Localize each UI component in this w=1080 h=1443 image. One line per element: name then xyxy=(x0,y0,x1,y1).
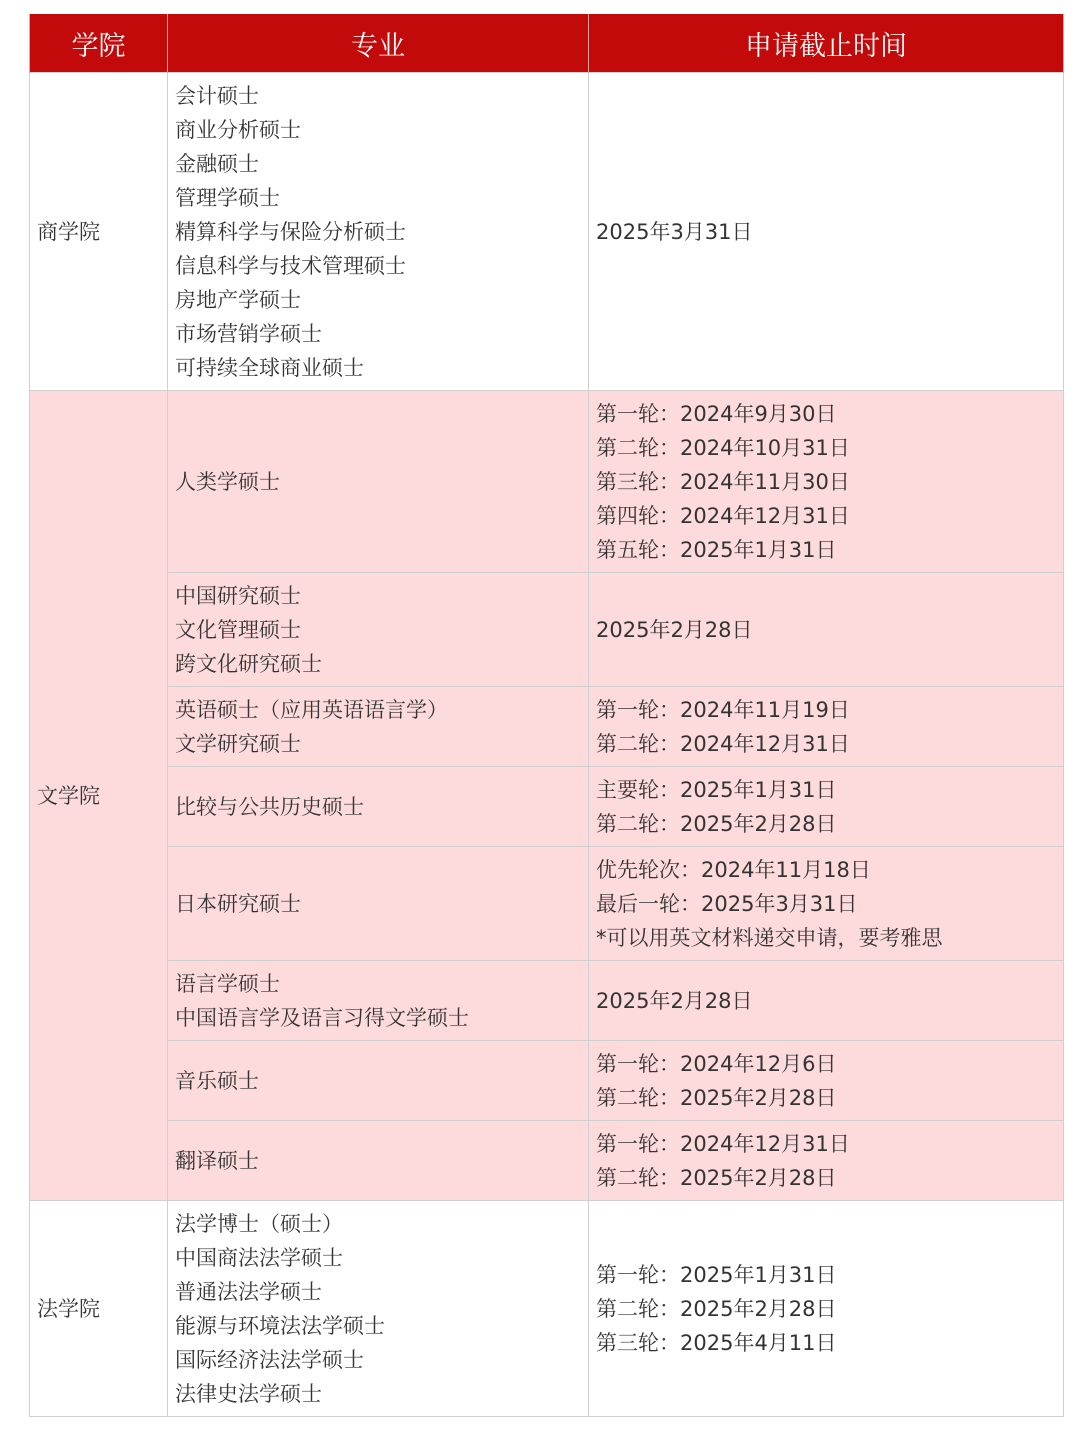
major-name: 可持续全球商业硕士 xyxy=(175,355,364,380)
deadline-entry: 第二轮：2025年2月28日 xyxy=(596,1085,837,1110)
major-name: 比较与公共历史硕士 xyxy=(175,794,364,819)
deadline-cell xyxy=(589,767,1064,847)
major-name: 中国语言学及语言习得文学硕士 xyxy=(175,1005,469,1030)
deadline-cell xyxy=(589,847,1064,961)
table-row xyxy=(30,961,1064,1041)
deadline-entry: 第四轮：2024年12月31日 xyxy=(596,503,850,528)
deadline-entry: 第二轮：2025年2月28日 xyxy=(596,1296,837,1321)
college-cell: 商学院 xyxy=(30,73,168,391)
deadline-cell xyxy=(589,1041,1064,1121)
deadline-entry: 2025年2月28日 xyxy=(596,617,753,642)
deadline-entry: *可以用英文材料递交申请，要考雅思 xyxy=(596,925,943,950)
deadline-entry: 第一轮：2024年11月19日 xyxy=(596,697,850,722)
major-name: 信息科学与技术管理硕士 xyxy=(175,253,406,278)
table-row xyxy=(30,687,1064,767)
major-cell xyxy=(168,961,589,1041)
deadline-entry: 2025年2月28日 xyxy=(596,988,753,1013)
college-group xyxy=(30,1201,1064,1417)
major-name: 房地产学硕士 xyxy=(175,287,301,312)
major-name: 国际经济法法学硕士 xyxy=(175,1347,364,1372)
major-name: 商业分析硕士 xyxy=(175,117,301,142)
deadline-cell xyxy=(589,1121,1064,1201)
deadline-entry: 2025年3月31日 xyxy=(596,219,753,244)
major-cell xyxy=(168,687,589,767)
deadline-entry: 第二轮：2024年10月31日 xyxy=(596,435,850,460)
major-name: 普通法法学硕士 xyxy=(175,1279,322,1304)
deadline-cell xyxy=(589,391,1064,573)
deadline-entry: 第二轮：2025年2月28日 xyxy=(596,811,837,836)
deadline-entry: 第三轮：2025年4月11日 xyxy=(596,1330,837,1355)
header-major: 专业 xyxy=(168,14,589,73)
major-name: 市场营销学硕士 xyxy=(175,321,322,346)
deadline-cell xyxy=(589,1201,1064,1417)
table-row xyxy=(30,1121,1064,1201)
major-cell xyxy=(168,1041,589,1121)
major-name: 中国研究硕士 xyxy=(175,583,301,608)
table-row xyxy=(30,73,1064,391)
deadline-entry: 第二轮：2025年2月28日 xyxy=(596,1165,837,1190)
college-cell: 法学院 xyxy=(30,1201,168,1417)
major-cell xyxy=(168,1121,589,1201)
deadline-entry: 第三轮：2024年11月30日 xyxy=(596,469,850,494)
major-cell xyxy=(168,767,589,847)
college-group xyxy=(30,73,1064,391)
major-cell xyxy=(168,1201,589,1417)
deadline-entry: 第一轮：2024年12月6日 xyxy=(596,1051,837,1076)
deadline-cell xyxy=(589,961,1064,1041)
major-name: 翻译硕士 xyxy=(175,1148,259,1173)
deadline-entry: 主要轮：2025年1月31日 xyxy=(596,777,837,802)
table-row xyxy=(30,573,1064,687)
major-name: 法学博士（硕士） xyxy=(175,1211,343,1236)
major-cell xyxy=(168,391,589,573)
table-row xyxy=(30,1041,1064,1121)
deadline-entry: 第一轮：2025年1月31日 xyxy=(596,1262,837,1287)
major-name: 中国商法法学硕士 xyxy=(175,1245,343,1270)
major-name: 音乐硕士 xyxy=(175,1068,259,1093)
table-row xyxy=(30,767,1064,847)
deadline-entry: 最后一轮：2025年3月31日 xyxy=(596,891,858,916)
major-name: 会计硕士 xyxy=(175,83,259,108)
deadline-entry: 第一轮：2024年9月30日 xyxy=(596,401,837,426)
major-cell xyxy=(168,73,589,391)
major-cell xyxy=(168,847,589,961)
deadline-entry: 第二轮：2024年12月31日 xyxy=(596,731,850,756)
deadline-table xyxy=(29,14,1064,1417)
major-name: 英语硕士（应用英语语言学） xyxy=(175,697,448,722)
deadline-entry: 第五轮：2025年1月31日 xyxy=(596,537,837,562)
deadline-cell xyxy=(589,73,1064,391)
table-row xyxy=(30,1201,1064,1417)
major-name: 精算科学与保险分析硕士 xyxy=(175,219,406,244)
major-name: 语言学硕士 xyxy=(175,971,280,996)
table-row xyxy=(30,391,1064,573)
header-college: 学院 xyxy=(30,14,168,73)
major-name: 能源与环境法法学硕士 xyxy=(175,1313,385,1338)
major-name: 管理学硕士 xyxy=(175,185,280,210)
major-name: 文化管理硕士 xyxy=(175,617,301,642)
deadline-cell xyxy=(589,687,1064,767)
major-name: 人类学硕士 xyxy=(175,469,280,494)
major-name: 跨文化研究硕士 xyxy=(175,651,322,676)
table-row xyxy=(30,847,1064,961)
college-cell: 文学院 xyxy=(30,391,168,1201)
major-name: 日本研究硕士 xyxy=(175,891,301,916)
college-group xyxy=(30,391,1064,1201)
major-cell xyxy=(168,573,589,687)
header-row xyxy=(30,14,1064,73)
major-name: 法律史法学硕士 xyxy=(175,1381,322,1406)
major-name: 文学研究硕士 xyxy=(175,731,301,756)
deadline-entry: 优先轮次：2024年11月18日 xyxy=(596,857,871,882)
deadline-entry: 第一轮：2024年12月31日 xyxy=(596,1131,850,1156)
deadline-cell xyxy=(589,573,1064,687)
header-deadline: 申请截止时间 xyxy=(589,14,1064,73)
major-name: 金融硕士 xyxy=(175,151,259,176)
